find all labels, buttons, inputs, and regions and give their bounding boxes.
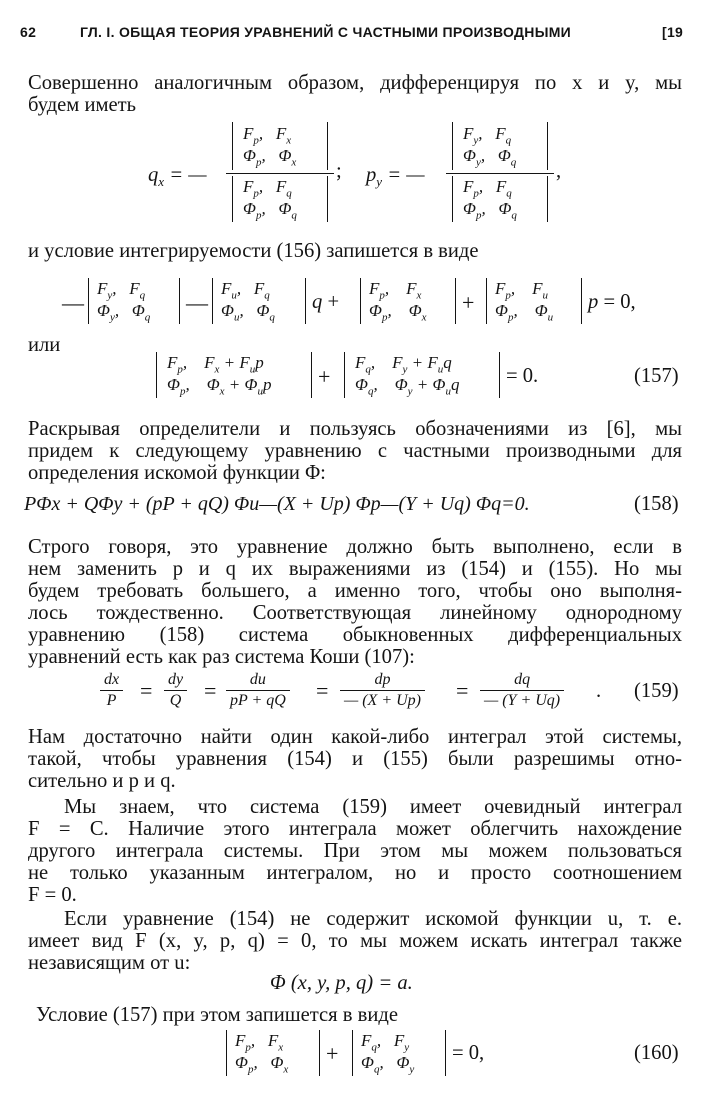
equals-zero: = 0, <box>452 1042 485 1064</box>
plus-sign: + <box>318 364 331 389</box>
paragraph-2: и условие интегрируемости (156) запишется в виде <box>28 240 479 262</box>
comma: , <box>556 160 562 182</box>
equation-number-157: (157) <box>634 365 679 387</box>
paragraph-1-end: будем иметь <box>28 94 137 116</box>
paragraph-1: Совершенно аналогичным образом, дифференцируя по x и y, мы <box>28 72 682 94</box>
equals-zero: = 0. <box>506 365 539 387</box>
determinant-fp-fu: $F_p$, $F_u$ $\Phi_p$, $\Phi_u$ <box>486 278 582 324</box>
paragraph-4: нем заменить p и q их выражениями из (154) и (155). Но мы <box>28 558 682 580</box>
page-number: 62 <box>20 24 37 40</box>
fraction-dp: dp — (X + Up) <box>340 670 425 711</box>
p-equals-zero: p = 0, <box>588 291 636 313</box>
equation-158: PΦx + QΦy + (pP + qQ) Φu—(X + Up) Φp—(Y + Uq) Φq=0. <box>24 493 530 515</box>
paragraph-4-end: уравнений есть как раз система Коши (107): <box>28 646 415 668</box>
paragraph-7: Если уравнение (154) не содержит искомой функции u, т. е. <box>64 908 682 930</box>
py-denominator-determinant: $F_p$, $F_q$ $\Phi_p$, $\Phi_q$ <box>452 176 548 222</box>
paragraph-4: будем требовать большего, а именно того, чтобы оно выполня- <box>28 580 682 602</box>
paragraph-4: уравнению (158) система обыкновенных дифференциальных <box>28 624 682 646</box>
fraction-dq: dq — (Y + Uq) <box>480 670 564 711</box>
fraction-dx-p: dx P <box>100 670 123 711</box>
fraction-du: du pP + qQ <box>226 670 290 711</box>
equals-sign: = <box>456 678 469 703</box>
equation-number-158: (158) <box>634 493 679 515</box>
paragraph-6-end: F = 0. <box>28 884 77 906</box>
equals-sign: = <box>140 678 153 703</box>
paragraph-3-end: определения искомой функции Φ: <box>28 462 326 484</box>
qx-lhs: $q_x$ = — <box>148 164 207 190</box>
determinant-157-b: $F_q$, $F_y + F_uq$ $\Phi_q$, $\Phi_y + \Phi_uq$ <box>344 352 500 398</box>
qx-fraction-bar <box>226 173 334 174</box>
paragraph-4: Строго говоря, это уравнение должно быть выполнено, если в <box>28 536 682 558</box>
determinant-160-b: $F_q$, $F_y$ $\Phi_q$, $\Phi_y$ <box>352 1030 446 1076</box>
paragraph-6: не только указанным интегралом, но и просто соотношением <box>28 862 682 884</box>
semicolon: ; <box>336 160 342 182</box>
equation-number-160: (160) <box>634 1042 679 1064</box>
paragraph-6: F = C. Наличие этого интеграла может облегчить нахождение <box>28 818 682 840</box>
paragraph-5: Нам достаточно найти один какой-либо интеграл этой системы, <box>28 726 682 748</box>
section-number: [19 <box>662 24 684 40</box>
paragraph-3: придем к следующему уравнению с частными производными для <box>28 440 682 462</box>
qx-numerator-determinant: $F_p$, $F_x$ $\Phi_p$, $\Phi_x$ <box>232 122 328 170</box>
minus-sign: — <box>186 290 208 315</box>
paragraph-5-end: сительно и p и q. <box>28 770 176 792</box>
determinant-157-a: $F_p$, $F_x + F_up$ $\Phi_p$, $\Phi_x + \Phi_up$ <box>156 352 312 398</box>
plus-sign: + <box>326 1041 339 1066</box>
determinant-fp-fx: $F_p$, $F_x$ $\Phi_p$, $\Phi_x$ <box>360 278 456 324</box>
paragraph-5: такой, чтобы уравнения (154) и (155) были разрешимы отно- <box>28 748 682 770</box>
determinant-fy-fq: $F_y$, $F_q$ $\Phi_y$, $\Phi_q$ <box>88 278 180 324</box>
paragraph-7-end: независящим от u: <box>28 952 191 974</box>
phi-integral-equation: Φ (x, y, p, q) = a. <box>270 972 413 994</box>
plus-sign: + <box>462 290 475 315</box>
qx-denominator-determinant: $F_p$, $F_q$ $\Phi_p$, $\Phi_q$ <box>232 176 328 222</box>
minus-sign: — <box>62 290 84 315</box>
or-word: или <box>28 334 61 356</box>
paragraph-7: имеет вид F (x, y, p, q) = 0, то мы можем искать интеграл также <box>28 930 682 952</box>
paragraph-6: Мы знаем, что система (159) имеет очевидный интеграл <box>64 796 682 818</box>
equals-sign: = <box>204 678 217 703</box>
determinant-fu-fq: $F_u$, $F_q$ $\Phi_u$, $\Phi_q$ <box>212 278 306 324</box>
paragraph-6: другого интеграла системы. При этом мы можем пользоваться <box>28 840 682 862</box>
period: . <box>596 680 602 702</box>
py-numerator-determinant: $F_y$, $F_q$ $\Phi_y$, $\Phi_q$ <box>452 122 548 170</box>
q-plus: q + <box>312 291 340 313</box>
paragraph-4: лось тождественно. Соответствующая линейному однородному <box>28 602 682 624</box>
equation-number-159: (159) <box>634 680 679 702</box>
running-title: ГЛ. I. ОБЩАЯ ТЕОРИЯ УРАВНЕНИЙ С ЧАСТНЫМИ ПРОИЗВОДНЫМИ <box>80 24 572 40</box>
paragraph-3: Раскрывая определители и пользуясь обозначениями из [6], мы <box>28 418 682 440</box>
paragraph-8: Условие (157) при этом запишется в виде <box>36 1004 399 1026</box>
determinant-160-a: $F_p$, $F_x$ $\Phi_p$, $\Phi_x$ <box>226 1030 320 1076</box>
fraction-dy-q: dy Q <box>164 670 187 711</box>
py-lhs: $p_y$ = — <box>366 164 425 190</box>
equals-sign: = <box>316 678 329 703</box>
py-fraction-bar <box>446 173 554 174</box>
